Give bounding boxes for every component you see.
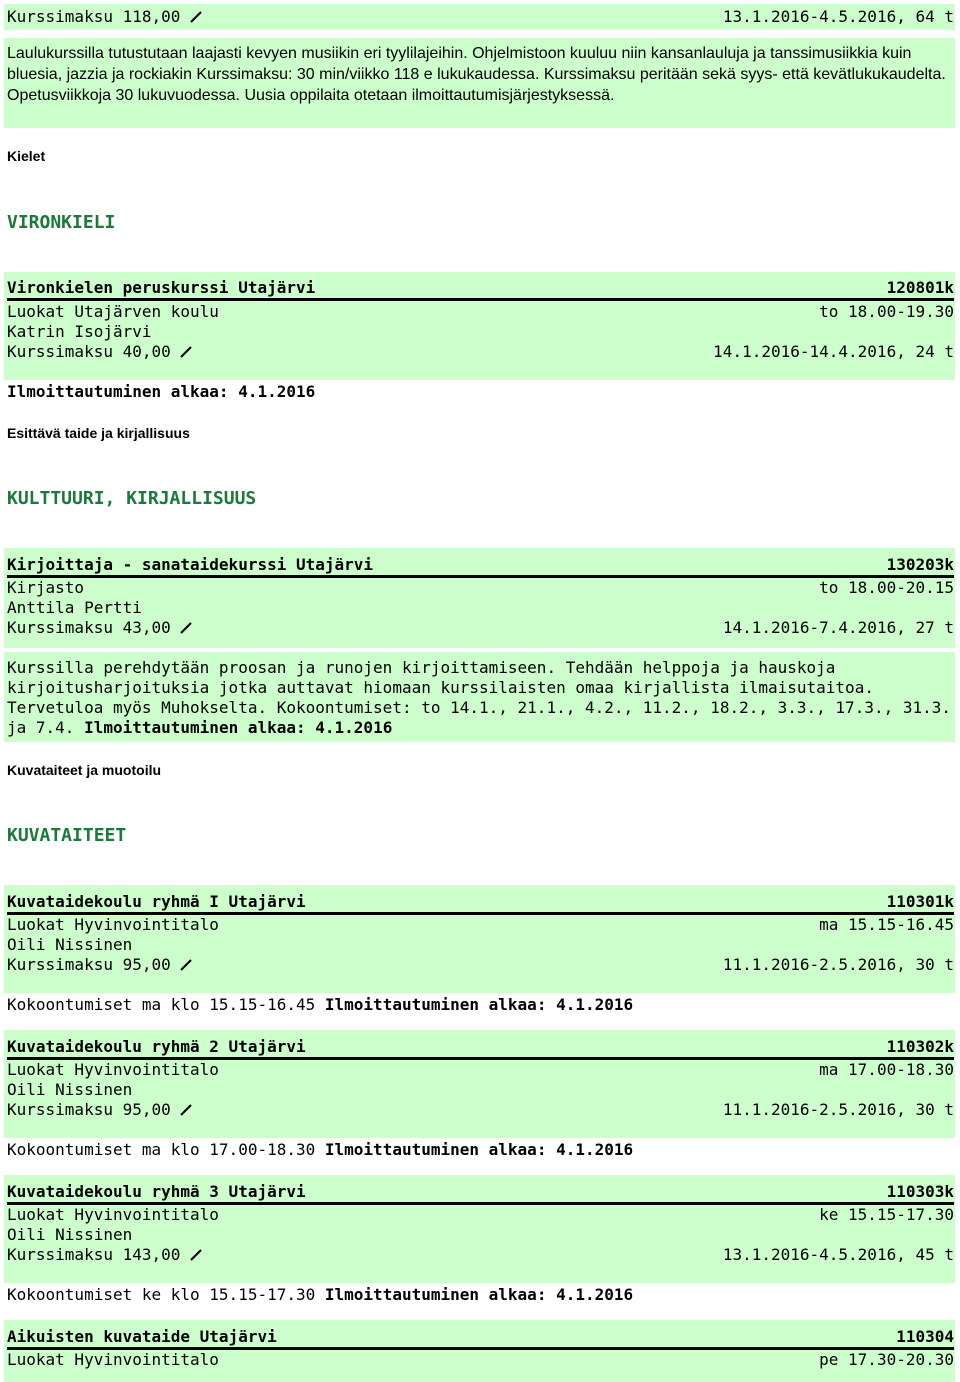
course-meetings: Kokoontumiset ma klo 17.00-18.30 Ilmoittautuminen alkaa: 4.1.2016	[7, 1140, 634, 1159]
course-fee: Kurssimaksu 95,00	[7, 1100, 193, 1120]
registration-note: Ilmoittautuminen alkaa: 4.1.2016	[7, 382, 316, 401]
course-code: 110303k	[886, 1182, 954, 1201]
registration-note: Ilmoittautuminen alkaa: 4.1.2016	[324, 995, 634, 1014]
course-dates-hours: 14.1.2016-14.4.2016, 24 t	[713, 342, 954, 361]
course-title-row	[7, 278, 954, 301]
registration-note: Ilmoittautuminen alkaa: 4.1.2016	[84, 718, 393, 737]
course-title: Kuvataidekoulu ryhmä 3 Utajärvi	[7, 1182, 306, 1201]
euro-icon	[190, 10, 203, 24]
euro-icon	[180, 1103, 193, 1117]
course-dates-hours: 14.1.2016-7.4.2016, 27 t	[722, 618, 954, 637]
euro-icon	[180, 958, 193, 972]
course-dates-hours: 13.1.2016-4.5.2016, 45 t	[722, 1245, 954, 1264]
course-code: 120801k	[886, 278, 954, 297]
registration-note: Ilmoittautuminen alkaa: 4.1.2016	[324, 1140, 634, 1159]
course-time: ma 17.00-18.30	[819, 1060, 954, 1079]
category-heading: Kielet	[7, 148, 46, 164]
course-time: ke 15.15-17.30	[819, 1205, 954, 1224]
course-fee: Kurssimaksu 95,00	[7, 955, 193, 975]
course-fee: Kurssimaksu 43,00	[7, 618, 193, 638]
euro-icon	[190, 1248, 203, 1262]
course-description: Laulukurssilla tutustutaan laajasti kevyen musiikin eri tyylilajeihin. Ohjelmistoon kuuluu niin kansanlauluja ja tanssimusiikkia kuin bluesia, jazzia ja rockiakin Kurssimaksu: 30 min/viikko 118 e lukukaudessa. Kurssimaksu peritään sekä syys- että kevätlukukaudelta. Opetusviikkoja 30 lukuvuodessa. Uusia oppilaita otetaan ilmoittautumisjärjestyksessä.	[7, 45, 946, 104]
course-time: pe 17.30-20.30	[819, 1350, 954, 1369]
course-teacher: Oili Nissinen	[7, 1080, 133, 1099]
course-dates-hours: 13.1.2016-4.5.2016, 64 t	[722, 7, 954, 26]
course-location: Luokat Hyvinvointitalo	[7, 1060, 219, 1079]
course-title: Kuvataidekoulu ryhmä 2 Utajärvi	[7, 1037, 306, 1056]
course-teacher: Anttila Pertti	[7, 598, 142, 617]
course-location: Luokat Hyvinvointitalo	[7, 1205, 219, 1224]
course-title-row	[7, 555, 954, 578]
euro-icon	[180, 621, 193, 635]
course-code: 110302k	[886, 1037, 954, 1056]
course-title: Aikuisten kuvataide Utajärvi	[7, 1327, 277, 1346]
course-location: Luokat Utajärven koulu	[7, 302, 219, 321]
course-fee: Kurssimaksu 40,00	[7, 342, 193, 362]
course-teacher: Katrin Isojärvi	[7, 322, 152, 341]
course-title-row	[7, 1182, 954, 1205]
course-fee: Kurssimaksu 143,00	[7, 1245, 203, 1265]
course-dates-hours: 11.1.2016-2.5.2016, 30 t	[722, 955, 954, 974]
course-time: to 18.00-20.15	[819, 578, 954, 597]
course-teacher: Oili Nissinen	[7, 1225, 133, 1244]
course-code: 130203k	[886, 555, 954, 574]
course-code: 110301k	[886, 892, 954, 911]
course-title-row	[7, 1037, 954, 1060]
course-time: to 18.00-19.30	[819, 302, 954, 321]
course-title-row	[7, 1327, 954, 1350]
subject-heading: KULTTUURI, KIRJALLISUUS	[7, 488, 257, 509]
course-teacher: Oili Nissinen	[7, 935, 133, 954]
euro-icon	[180, 345, 193, 359]
course-meetings: Kokoontumiset ma klo 15.15-16.45 Ilmoittautuminen alkaa: 4.1.2016	[7, 995, 634, 1014]
category-heading: Kuvataiteet ja muotoilu	[7, 762, 162, 778]
subject-heading: KUVATAITEET	[7, 825, 127, 846]
course-description: Kurssilla perehdytään proosan ja runojen kirjoittamiseen. Tehdään helppoja ja hauskoja kirjoitusharjoituksia jotka auttavat hiomaan kurssilaisten omaa kirjallista ilmaisutaitoa. Tervetuloa myös Muhokselta. Kokoontumiset: to 14.1., 21.1., 4.2., 11.2., 18.2., 3.3., 17.3., 31.3. ja 7.4. Ilmoittautuminen alkaa: 4.1.2016	[7, 658, 952, 737]
course-fee: Kurssimaksu 118,00	[7, 7, 203, 27]
course-title: Vironkielen peruskurssi Utajärvi	[7, 278, 316, 297]
course-meetings: Kokoontumiset ke klo 15.15-17.30 Ilmoittautuminen alkaa: 4.1.2016	[7, 1285, 634, 1304]
category-heading: Esittävä taide ja kirjallisuus	[7, 425, 190, 441]
course-title: Kuvataidekoulu ryhmä I Utajärvi	[7, 892, 306, 911]
course-code: 110304	[896, 1327, 954, 1346]
course-location: Luokat Hyvinvointitalo	[7, 1350, 219, 1369]
subject-heading: VIRONKIELI	[7, 212, 116, 233]
course-time: ma 15.15-16.45	[819, 915, 954, 934]
course-location: Kirjasto	[7, 578, 85, 597]
course-title-row	[7, 892, 954, 915]
registration-note: Ilmoittautuminen alkaa: 4.1.2016	[324, 1285, 634, 1304]
course-dates-hours: 11.1.2016-2.5.2016, 30 t	[722, 1100, 954, 1119]
course-location: Luokat Hyvinvointitalo	[7, 915, 219, 934]
course-title: Kirjoittaja - sanataidekurssi Utajärvi	[7, 555, 374, 574]
